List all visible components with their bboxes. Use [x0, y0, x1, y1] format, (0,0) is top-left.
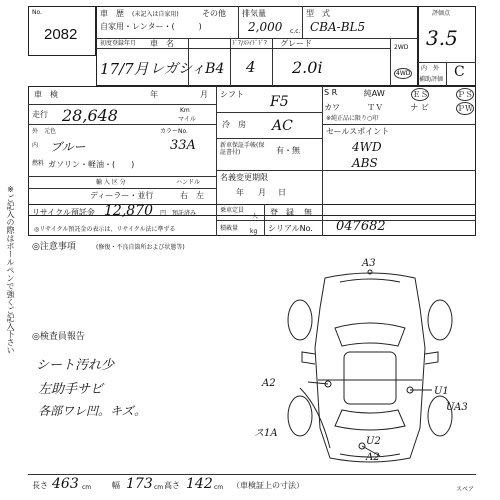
serial-label: シリアルNo. [268, 224, 313, 233]
sales-point-2: ABS [352, 156, 378, 170]
capacity-unit: 人 [252, 213, 259, 220]
length-label: 長さ [32, 481, 48, 490]
option-sr: S R [324, 88, 338, 97]
transfer-day: 日 [278, 188, 286, 197]
load-label: 積載量 [220, 225, 239, 232]
notes-label: ◎注意事項 [32, 242, 76, 252]
interior-sub: 補助評価 [419, 76, 444, 83]
displacement-label: 排気量 [242, 9, 266, 18]
car-name-label: 車 名 [150, 39, 174, 48]
first-reg-label: 初度登録年月 [100, 40, 137, 47]
side-note: ※ご記入の際はボールペンで強くご記入下さい [6, 185, 15, 354]
history-options: 自家用・レンター・( ) [100, 22, 202, 31]
displacement-value: 2,000 [248, 20, 283, 34]
lot-number: 2082 [44, 26, 78, 43]
recycle-fee-label: リサイクル預託金 [32, 208, 95, 217]
sales-point-1: 4WD [352, 140, 382, 154]
aircon-label: 冷 房 [222, 120, 246, 129]
drive-2wd: 2WD [394, 44, 409, 51]
warranty-label: 新車保証手帳(保証書付) [220, 142, 265, 156]
grade-label: グレード [280, 39, 312, 48]
doors-value: 4 [246, 58, 256, 76]
handle-value: 右 左 [180, 191, 204, 200]
drive-4wd: 4WD [396, 70, 411, 77]
score-label: 評価点 [432, 10, 451, 17]
mark-x1: ス1A [254, 428, 278, 439]
height-value: 142 [186, 476, 213, 492]
aircon-value: AC [272, 118, 293, 134]
load-unit: kg [250, 228, 258, 235]
mark-ua3: UA3 [446, 402, 468, 413]
mileage-label: 走行 [32, 110, 48, 119]
handle-label: ハンドル [176, 179, 201, 186]
right-mirror [425, 352, 438, 364]
height-label: 高さ [164, 481, 180, 490]
inspector-line-2: 左助手サビ [38, 382, 104, 397]
color-no-value: 33A [170, 138, 196, 153]
width-value: 173 [126, 476, 153, 492]
model-label: 型 式 [306, 9, 330, 18]
sales-points-label: セールスポイント [326, 127, 390, 136]
option-es: ＥＳ [412, 90, 429, 99]
recycle-fee-value: 12,870 [104, 203, 153, 219]
mileage-mile: マイル [178, 116, 196, 123]
width-label: 幅 [112, 481, 120, 490]
transfer-year: 年 [236, 188, 244, 197]
wheel-front-left [288, 300, 312, 340]
grade-value: 2.0i [292, 58, 323, 77]
option-ps: ＰＳ [456, 90, 473, 99]
recycle-note: ◎リサイクル預託金の表示は、リサイクル法に準ずる [34, 226, 176, 233]
notes-sub: (修復・不良自箇所および状態等) [96, 244, 185, 251]
serial-value: 047682 [336, 219, 386, 234]
option-tv: ＴＶ [367, 103, 384, 112]
import-label: 輸 入 区 分 [96, 179, 126, 186]
mileage-km: Km [180, 107, 190, 114]
original-color-label: 元色 [44, 128, 57, 135]
reg-value: 無 [304, 208, 312, 217]
reg-label: 登 録 [270, 208, 294, 217]
options-note: ※純正品に限り○印 [326, 115, 379, 122]
no-label: No. [32, 9, 42, 16]
inspector-label: ◎検査員報告 [32, 332, 85, 342]
wheel-rear-left [288, 396, 312, 436]
transfer-label: 名義変更期限 [220, 173, 268, 182]
recycle-fee-status: 預託済み [172, 210, 197, 217]
cert-note: （車検証上の寸法） [232, 481, 304, 490]
model-value: CBA-BL5 [310, 20, 366, 34]
score-value: 3.5 [426, 26, 458, 50]
inspection-year: 年 [150, 90, 158, 99]
capacity-label: 乗車定員 [220, 207, 245, 214]
spare-label: スペア [456, 486, 475, 493]
length-value: 463 [52, 476, 79, 492]
interior-label: 内 外 [421, 65, 440, 72]
wheel-front-right [428, 300, 452, 340]
interior-color-label: 内 [32, 142, 39, 149]
height-unit: cm [214, 484, 224, 491]
warranty-value: 有・無 [276, 146, 300, 155]
mark-a2-left: A2 [262, 378, 276, 389]
body-color: ブルー [50, 140, 86, 154]
history-label: 車 歴 [100, 9, 124, 18]
option-leather: カワ [324, 103, 340, 112]
interior-value: C [454, 64, 465, 80]
option-pw: ＰＷ [456, 104, 473, 113]
inspection-label: 車 検 [34, 90, 58, 99]
mark-u2: U2 [366, 436, 381, 447]
displacement-unit: c.c. [290, 28, 301, 35]
mark-a3: A3 [362, 258, 376, 269]
fuel-options: ガソリン・軽油・( ) [48, 160, 135, 169]
options-row-1 [324, 88, 474, 101]
fuel-label: 燃料 [32, 160, 45, 167]
mark-a2-bottom: A2 [366, 452, 380, 463]
options-row-2 [324, 102, 474, 115]
car-name-value: レガシィB4 [150, 61, 225, 77]
exterior-label: 外 [32, 128, 39, 135]
color-no-label: カラーNo. [160, 128, 188, 135]
front-bumper [340, 279, 400, 282]
width-unit: cm [154, 484, 164, 491]
left-mirror [302, 352, 315, 364]
rear-window [335, 410, 405, 430]
windshield [335, 323, 405, 346]
import-value: ディーラー・並行 [90, 191, 154, 200]
history-note: (未記入は自家用) [132, 11, 179, 18]
shift-label: シフト [220, 90, 244, 99]
mileage-value: 28,648 [62, 106, 118, 125]
inspector-line-3: 各部ワレ凹。キズ。 [38, 404, 147, 418]
length-unit: cm [82, 484, 92, 491]
transfer-month: 月 [258, 188, 266, 197]
recycle-fee-unit: 円 [160, 210, 167, 217]
option-aw: 純AW [363, 89, 385, 98]
mark-u1: U1 [434, 386, 449, 397]
inspector-line-1: シート汚れ少 [36, 358, 115, 373]
car-body-outline [315, 273, 425, 462]
history-other: その他 [202, 9, 226, 18]
roof [344, 352, 396, 404]
option-navi: ナ ビ [410, 103, 429, 112]
inspection-month: 月 [200, 90, 208, 99]
doors-label: ﾄﾞｱ/ｽﾗｲﾄﾞﾄﾞｱ [232, 40, 268, 47]
first-reg-value: 17/7月 [100, 60, 149, 78]
shift-value: F5 [270, 94, 289, 110]
